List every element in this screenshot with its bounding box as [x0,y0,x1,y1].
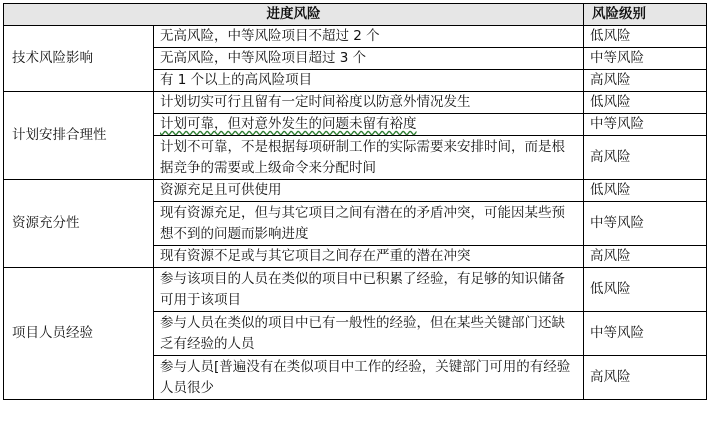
risk-description: 现有资源充足，但与其它项目之间有潜在的矛盾冲突，可能因某些预想不到的问题而影响进度 [154,202,584,246]
category-tech-risk: 技术风险影响 [4,26,154,92]
risk-level: 低风险 [584,92,707,114]
header-risk-level: 风险级别 [584,4,707,26]
risk-description: 参与人员[普遍没有在类似项目中工作的经验，关键部门可用的有经验人员很少 [154,356,584,400]
risk-level: 高风险 [584,70,707,92]
category-staff-experience: 项目人员经验 [4,268,154,400]
risk-description: 参与人员在类似的项目中已有一般性的经验，但在某些关键部门还缺乏有经验的人员 [154,312,584,356]
risk-level: 中等风险 [584,312,707,356]
header-row [4,4,707,26]
risk-level: 中等风险 [584,202,707,246]
risk-description: 无高风险，中等风险项目不超过 2 个 [154,26,584,48]
table-row [4,26,707,48]
risk-level: 低风险 [584,268,707,312]
risk-level: 高风险 [584,246,707,268]
risk-level: 中等风险 [584,48,707,70]
risk-level: 高风险 [584,356,707,400]
risk-level: 低风险 [584,26,707,48]
header-progress-risk: 进度风险 [4,4,584,26]
risk-level: 高风险 [584,136,707,180]
risk-description: 参与该项目的人员在类似的项目中已积累了经验，有足够的知识储备可用于该项目 [154,268,584,312]
table-row [4,268,707,312]
risk-description: 有 1 个以上的高风险项目 [154,70,584,92]
risk-level: 低风险 [584,180,707,202]
spellcheck-underlined-text: 计划可靠，但对意外发生的问题未留有裕度 [160,116,417,132]
progress-risk-table [3,3,707,400]
category-schedule: 计划安排合理性 [4,92,154,180]
risk-level: 中等风险 [584,114,707,136]
risk-description: 计划不可靠，不是根据每项研制工作的实际需要来安排时间，而是根据竞争的需要或上级命令来分配时间 [154,136,584,180]
risk-description [154,114,584,136]
table-row [4,180,707,202]
risk-description: 资源充足且可供使用 [154,180,584,202]
risk-description: 无高风险，中等风险项目超过 3 个 [154,48,584,70]
risk-description: 现有资源不足或与其它项目之间存在严重的潜在冲突 [154,246,584,268]
risk-description: 计划切实可行且留有一定时间裕度以防意外情况发生 [154,92,584,114]
table-row [4,92,707,114]
category-resources: 资源充分性 [4,180,154,268]
